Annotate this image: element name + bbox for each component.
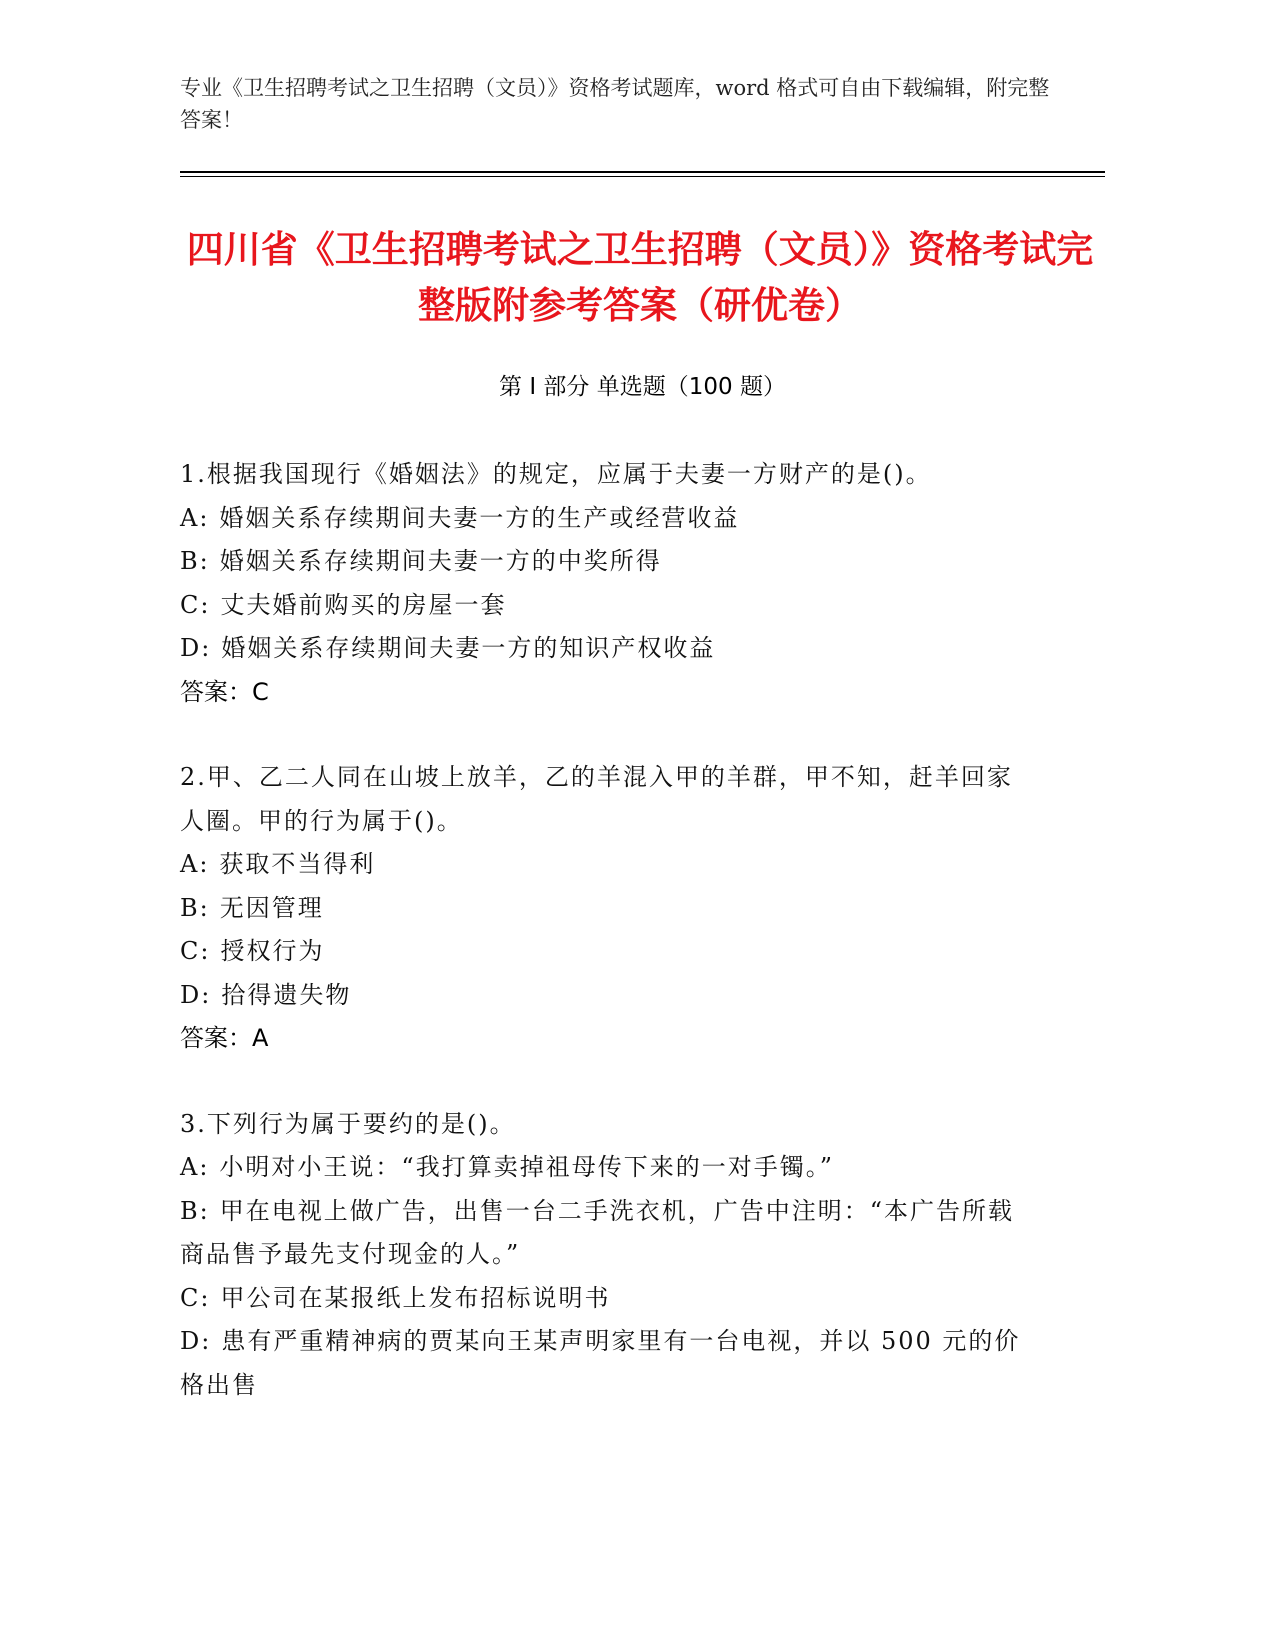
option-text: 婚姻关系存续期间夫妻一方的知识产权收益: [221, 634, 716, 662]
option-b: [180, 1190, 1030, 1277]
option-key: C:: [180, 1283, 211, 1312]
option-text: 婚姻关系存续期间夫妻一方的中奖所得: [219, 547, 662, 575]
option-a: [180, 1146, 1030, 1190]
option-key: D:: [180, 980, 212, 1009]
question-list: [180, 453, 1030, 1449]
answer-line: 答案：A: [180, 1024, 269, 1052]
option-text: 拾得遗失物: [221, 980, 352, 1009]
header-rule-thin: [180, 176, 1105, 177]
option-b: [180, 887, 1030, 931]
option-text: 甲在电视上做广告，出售一台二手洗衣机，广告中注明：“本广告所载商品售予最先支付现金的人。”: [180, 1196, 1015, 1268]
option-key: A:: [180, 1153, 210, 1181]
option-a: [180, 843, 1030, 887]
option-key: D:: [180, 1327, 212, 1355]
option-d: [180, 974, 1030, 1018]
option-text: 授权行为: [220, 937, 325, 965]
option-text: 无因管理: [219, 893, 324, 922]
option-text: 丈夫婚前购买的房屋一套: [220, 590, 507, 619]
question-stem: 3.下列行为属于要约的是()。: [180, 1109, 516, 1138]
question-stem: 2.甲、乙二人同在山坡上放羊，乙的羊混入甲的羊群，甲不知，赶羊回家人圈。甲的行为属于()。: [180, 763, 1013, 835]
question-2: [180, 756, 1030, 1061]
option-a: [180, 497, 1030, 541]
option-key: C:: [180, 590, 211, 619]
section-heading: 第 I 部分 单选题（100 题）: [499, 374, 786, 400]
question-1: [180, 453, 1030, 714]
header-rule-thick: [180, 171, 1105, 173]
document-title: 四川省《卫生招聘考试之卫生招聘（文员）》资格考试完整版附参考答案（研优卷）: [186, 228, 1094, 327]
option-key: B:: [180, 893, 210, 922]
option-text: 甲公司在某报纸上发布招标说明书: [220, 1283, 611, 1312]
option-c: [180, 930, 1030, 974]
option-key: B:: [180, 547, 210, 575]
option-key: A:: [180, 503, 210, 532]
option-text: 婚姻关系存续期间夫妻一方的生产或经营收益: [219, 503, 740, 532]
question-stem: 1.根据我国现行《婚姻法》的规定，应属于夫妻一方财产的是()。: [180, 460, 932, 488]
option-text: 小明对小王说：“我打算卖掉祖母传下来的一对手镯。”: [219, 1153, 834, 1181]
option-key: A:: [180, 850, 210, 878]
option-text: 患有严重精神病的贾某向王某声明家里有一台电视，并以 500 元的价格出售: [180, 1327, 1021, 1399]
option-d: [180, 627, 1030, 671]
question-3: [180, 1103, 1030, 1408]
option-key: D:: [180, 634, 212, 662]
option-key: C:: [180, 937, 211, 965]
option-c: [180, 584, 1030, 628]
header-note: 专业《卫生招聘考试之卫生招聘（文员）》资格考试题库，word 格式可自由下载编辑，附完整答案！: [180, 76, 1050, 132]
option-b: [180, 540, 1030, 584]
option-key: B:: [180, 1196, 210, 1225]
option-d: [180, 1320, 1030, 1407]
answer-line: 答案：C: [180, 677, 269, 706]
option-text: 获取不当得利: [219, 850, 376, 878]
option-c: [180, 1277, 1030, 1321]
